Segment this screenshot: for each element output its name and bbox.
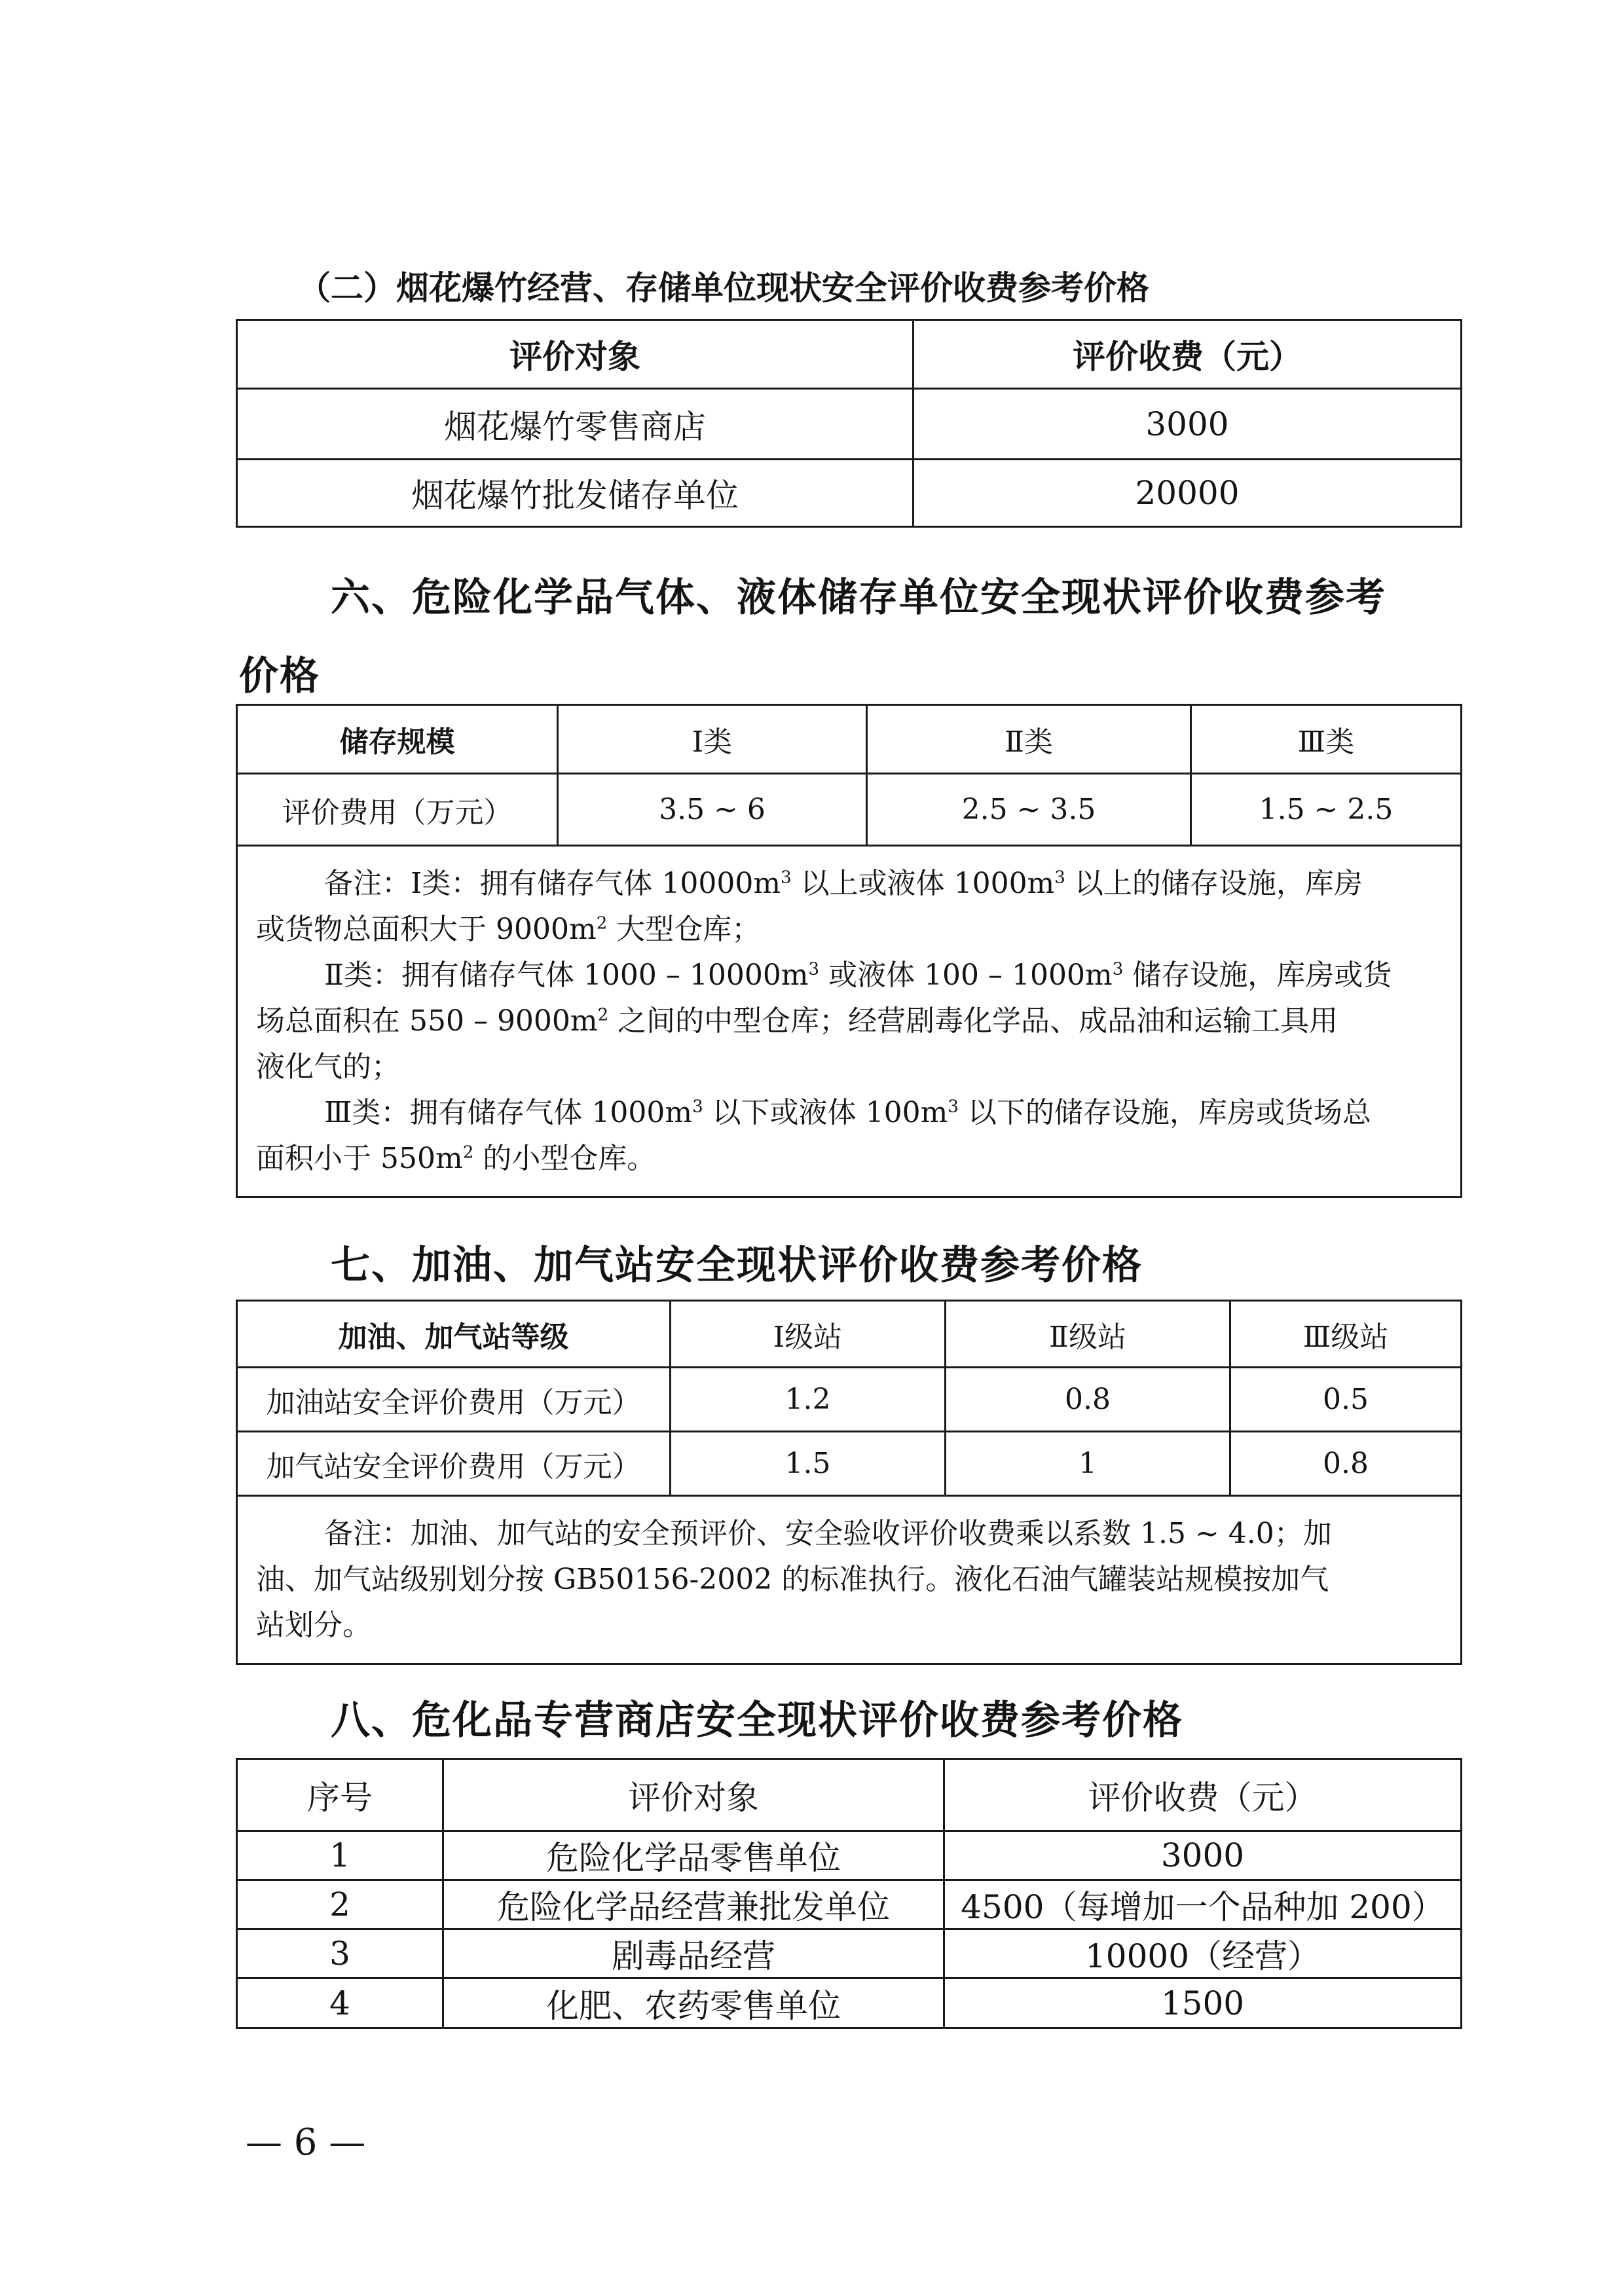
note-line: 备注：加油、加气站的安全预评价、安全验收评价收费乘以系数 1.5 ~ 4.0；加 bbox=[324, 1517, 1332, 1550]
header-cell: Ⅲ级站 bbox=[1230, 1301, 1462, 1368]
section-title-7: 七、加油、加气站安全现状评价收费参考价格 bbox=[331, 1243, 1143, 1288]
note-cell bbox=[237, 1496, 1462, 1664]
header-cell: 评价对象 bbox=[237, 320, 913, 389]
cell-value: 1 bbox=[946, 1432, 1230, 1496]
header-cell: 评价对象 bbox=[443, 1759, 944, 1831]
cell-fee: 4500（每增加一个品种加 200） bbox=[944, 1880, 1462, 1929]
note-line: 站划分。 bbox=[256, 1609, 371, 1642]
cell-object: 剧毒品经营 bbox=[443, 1929, 944, 1978]
cell-object: 化肥、农药零售单位 bbox=[443, 1978, 944, 2028]
note-cell bbox=[237, 846, 1462, 1197]
cell-fee: 3000 bbox=[944, 1831, 1462, 1880]
cell-fee: 3000 bbox=[913, 389, 1462, 460]
header-cell: Ⅱ级站 bbox=[946, 1301, 1230, 1368]
cell-value: 2.5 ~ 3.5 bbox=[867, 774, 1191, 846]
header-cell: 序号 bbox=[237, 1759, 443, 1831]
note-line: 油、加气站级别划分按 GB50156-2002 的标准执行。液化石油气罐装站规模按加气 bbox=[256, 1563, 1329, 1596]
table-row bbox=[237, 1831, 1462, 1880]
table-row bbox=[237, 1978, 1462, 2028]
note-class2-cont: 场总面积在 $550 - 9000m^2$ 之间的中型仓库；经营剧毒化学品、成品油和运输工具用 bbox=[256, 1004, 1338, 1038]
header-cell: Ⅲ类 bbox=[1191, 705, 1462, 774]
table-row bbox=[237, 1368, 1462, 1432]
fireworks-fee-table bbox=[236, 319, 1462, 528]
table-row bbox=[237, 460, 1462, 527]
cell-fee: 1500 bbox=[944, 1978, 1462, 2028]
row-label: 加气站安全评价费用（万元） bbox=[237, 1432, 671, 1496]
cell-value: 0.8 bbox=[946, 1368, 1230, 1432]
header-cell: 评价收费（元） bbox=[944, 1759, 1462, 1831]
cell-value: 1.5 ~ 2.5 bbox=[1191, 774, 1462, 846]
cell-no: 4 bbox=[237, 1978, 443, 2028]
note-row bbox=[237, 846, 1462, 1197]
header-cell: Ⅰ级站 bbox=[671, 1301, 946, 1368]
header-cell: Ⅱ类 bbox=[867, 705, 1191, 774]
header-cell: Ⅰ类 bbox=[558, 705, 867, 774]
section-title-6-line2: 价格 bbox=[239, 653, 320, 699]
note-class1-cont: 或货物总面积大于 $9000m^2$ 大型仓库； bbox=[256, 913, 761, 946]
cell-object: 危险化学品零售单位 bbox=[443, 1831, 944, 1880]
cell-no: 3 bbox=[237, 1929, 443, 1978]
fuel-station-fee-table bbox=[236, 1300, 1462, 1665]
note-class2: Ⅱ类：拥有储存气体 $1000 - 10000m^3$ 或液体 $100 - 1000m^3$ 储存设施，库房或货 bbox=[324, 958, 1392, 992]
header-cell: 评价收费（元） bbox=[913, 320, 1462, 389]
header-cell: 加油、加气站等级 bbox=[237, 1301, 671, 1368]
cell-value: 0.5 bbox=[1230, 1368, 1462, 1432]
subsection-title-fireworks: （二）烟花爆竹经营、存储单位现状安全评价收费参考价格 bbox=[298, 268, 1149, 307]
cell-no: 1 bbox=[237, 1831, 443, 1880]
cell-value: 1.2 bbox=[671, 1368, 946, 1432]
table-row bbox=[237, 1880, 1462, 1929]
row-label: 评价费用（万元） bbox=[237, 774, 558, 846]
cell-value: 0.8 bbox=[1230, 1432, 1462, 1496]
table-row bbox=[237, 1929, 1462, 1978]
cell-fee: 20000 bbox=[913, 460, 1462, 527]
cell-object: 烟花爆竹零售商店 bbox=[237, 389, 913, 460]
cell-object: 烟花爆竹批发储存单位 bbox=[237, 460, 913, 527]
note-class1: 备注：Ⅰ类：拥有储存气体 $10000m^3$ 以上或液体 $1000m^3$ 以上的储存设施，库房 bbox=[324, 867, 1363, 900]
table-header-row bbox=[237, 1301, 1462, 1368]
note-row bbox=[237, 1496, 1462, 1664]
note-class3: Ⅲ类：拥有储存气体 $1000m^3$ 以下或液体 $100m^3$ 以下的储存设施，库房或货场总 bbox=[324, 1096, 1371, 1129]
hazchem-shop-fee-table bbox=[236, 1758, 1462, 2029]
cell-fee: 10000（经营） bbox=[944, 1929, 1462, 1978]
cell-value: 3.5 ~ 6 bbox=[558, 774, 867, 846]
section-title-6-line1: 六、危险化学品气体、液体储存单位安全现状评价收费参考 bbox=[331, 575, 1386, 621]
page-number: — 6 — bbox=[246, 2121, 366, 2164]
cell-value: 1.5 bbox=[671, 1432, 946, 1496]
header-cell: 储存规模 bbox=[237, 705, 558, 774]
table-header-row bbox=[237, 1759, 1462, 1831]
table-row bbox=[237, 389, 1462, 460]
cell-object: 危险化学品经营兼批发单位 bbox=[443, 1880, 944, 1929]
row-label: 加油站安全评价费用（万元） bbox=[237, 1368, 671, 1432]
note-class2-end: 液化气的； bbox=[256, 1050, 400, 1084]
note-class3-cont: 面积小于 $550m^2$ 的小型仓库。 bbox=[256, 1142, 656, 1175]
table-row bbox=[237, 774, 1462, 846]
cell-no: 2 bbox=[237, 1880, 443, 1929]
table-header-row bbox=[237, 320, 1462, 389]
table-header-row bbox=[237, 705, 1462, 774]
table-row bbox=[237, 1432, 1462, 1496]
hazchem-storage-fee-table bbox=[236, 704, 1462, 1198]
section-title-8: 八、危化品专营商店安全现状评价收费参考价格 bbox=[331, 1698, 1183, 1743]
